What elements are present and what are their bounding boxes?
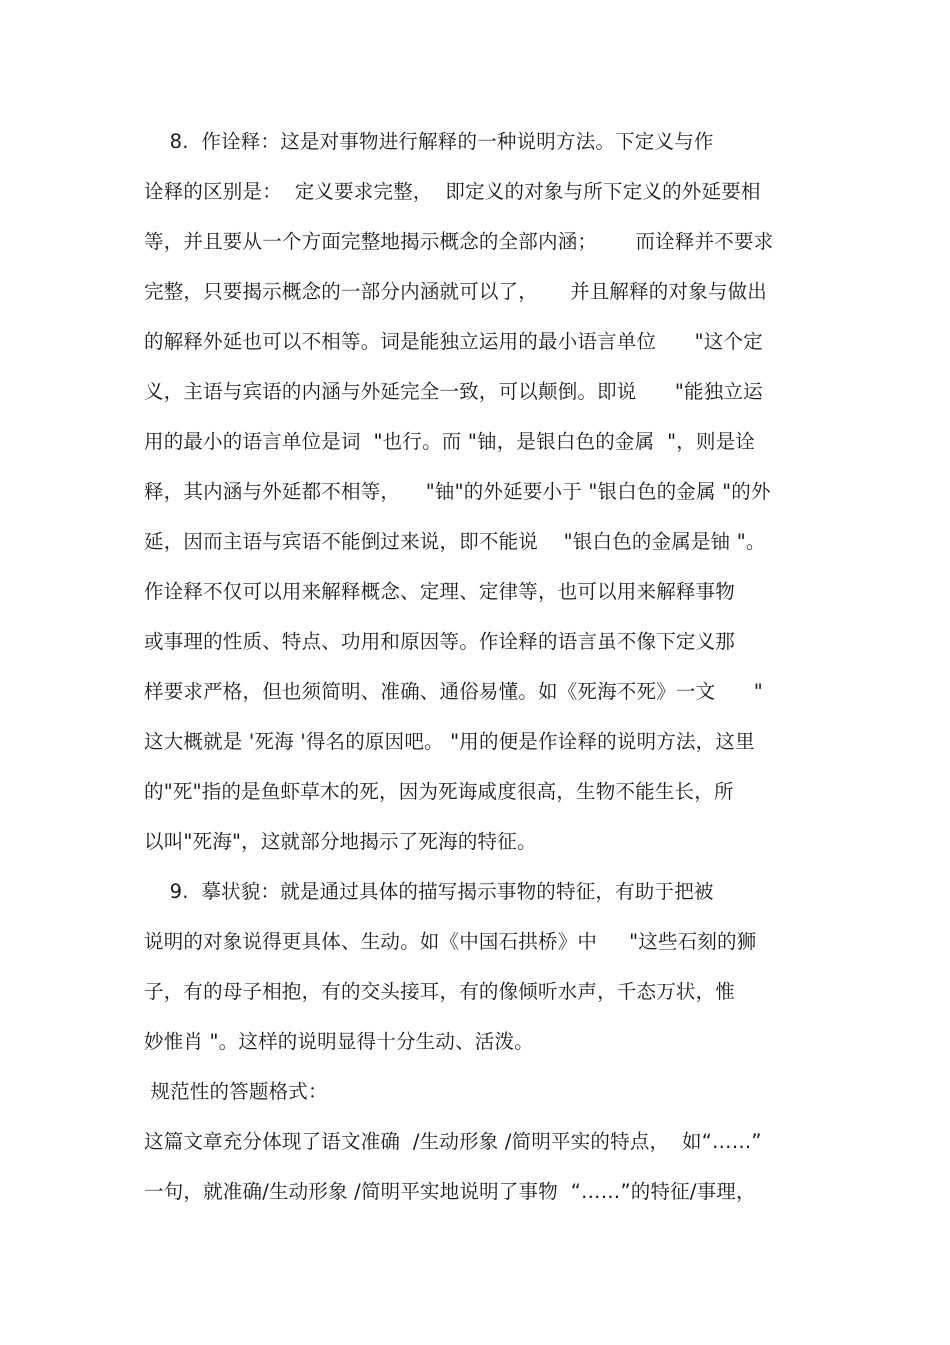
text-line: 完整，只要揭示概念的一部分内涵就可以了， 并且解释的对象与做出 — [144, 280, 767, 303]
text-line: 一句，就准确/生动形象 /简明平实地说明了事物 “……”的特征/事理， — [144, 1180, 756, 1203]
text-line: 释，其内涵与外延都不相等， "铀"的外延要小于 "银白色的金属 "的外 — [144, 480, 771, 503]
text-line: 9. 摹状貌：就是通过具体的描写揭示事物的特征，有助于把被 — [144, 880, 714, 903]
text-line: 说明的对象说得更具体、生动。如《中国石拱桥》中 "这些石刻的狮 — [144, 930, 757, 953]
text-line: 的解释外延也可以不相等。词是能独立运用的最小语言单位 "这个定 — [144, 330, 763, 353]
text-line: 或事理的性质、特点、功用和原因等。作诠释的语言虽不像下定义那 — [144, 630, 736, 653]
text-line: 8. 作诠释：这是对事物进行解释的一种说明方法。下定义与作 — [144, 130, 714, 153]
text-line: 妙惟肖 "。这样的说明显得十分生动、活泼。 — [144, 1030, 534, 1053]
section-heading: 规范性的答题格式： — [144, 1080, 328, 1103]
text-line: 诠释的区别是： 定义要求完整， 即定义的对象与所下定义的外延要相 — [144, 180, 761, 203]
text-line: 这大概就是 '死海 '得名的原因吧。 "用的便是作诠释的说明方法，这里 — [144, 730, 755, 753]
text-line: 子，有的母子相抱，有的交头接耳，有的像倾听水声，千态万状，惟 — [144, 980, 736, 1003]
text-line: 这篇文章充分体现了语文准确 /生动形象 /简明平实的特点， 如“……” — [144, 1130, 762, 1153]
text-line: 以叫"死海"，这就部分地揭示了死海的特征。 — [144, 830, 537, 853]
text-line: 用的最小的语言单位是词 "也行。而 "铀，是银白色的金属 "，则是诠 — [144, 430, 756, 453]
text-line: 等，并且要从一个方面完整地揭示概念的全部内涵； 而诠释并不要求 — [144, 230, 774, 253]
text-line: 作诠释不仅可以用来解释概念、定理、定律等，也可以用来解释事物 — [144, 580, 736, 603]
text-line: 样要求严格，但也须简明、准确、通俗易懂。如《死海不死》一文 " — [144, 680, 763, 703]
text-line: 义，主语与宾语的内涵与外延完全一致，可以颠倒。即说 "能独立运 — [144, 380, 763, 403]
text-line: 延，因而主语与宾语不能倒过来说，即不能说 "银白色的金属是铀 "。 — [144, 530, 766, 553]
text-line: 的"死"指的是鱼虾草木的死，因为死诲咸度很高，生物不能生长，所 — [144, 780, 734, 803]
